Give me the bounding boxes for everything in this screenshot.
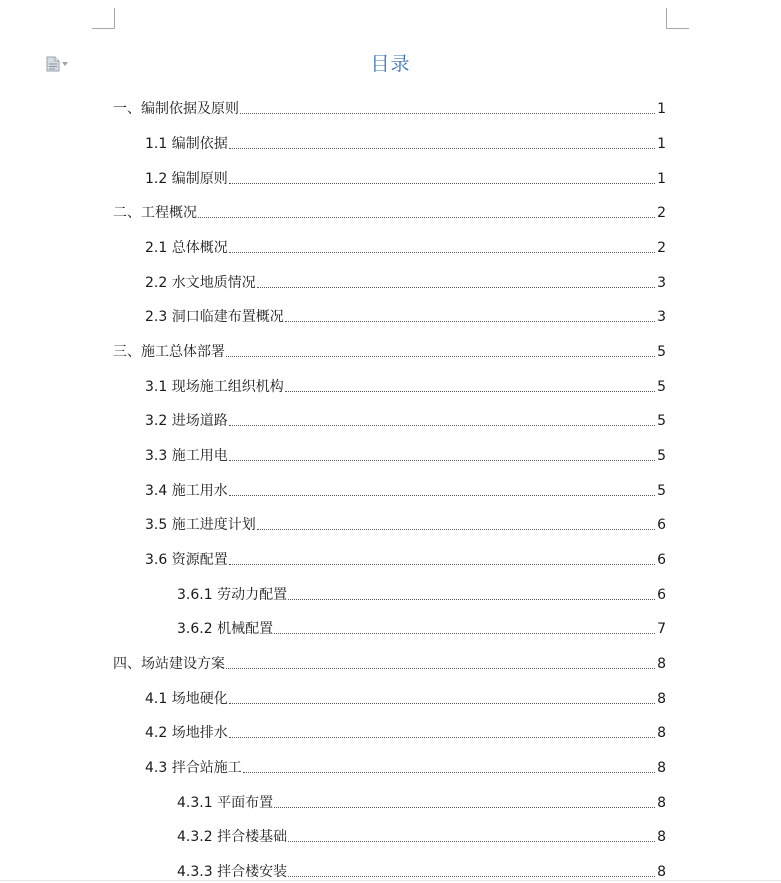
toc-dot-leader xyxy=(229,182,655,184)
toc-entry-label: 四、场站建设方案 xyxy=(113,656,225,672)
toc-entry-page-number: 8 xyxy=(657,656,666,672)
toc-dot-leader xyxy=(288,598,655,600)
toc-dot-leader xyxy=(229,147,655,149)
toc-entry[interactable] xyxy=(145,168,666,188)
crop-mark-top-right xyxy=(666,8,689,29)
toc-entry-page-number: 8 xyxy=(657,829,666,845)
toc-entry[interactable] xyxy=(145,757,666,777)
toc-entry-label: 4.3.1 平面布置 xyxy=(177,795,274,811)
toc-entry-label: 4.3 拌合站施工 xyxy=(145,760,242,776)
toc-dot-leader xyxy=(229,702,655,704)
toc-entry-page-number: 8 xyxy=(657,725,666,741)
toc-entry[interactable] xyxy=(113,202,666,222)
toc-entry-page-number: 2 xyxy=(657,205,666,221)
toc-entry-label: 3.2 进场道路 xyxy=(145,413,228,429)
toc-dot-leader xyxy=(229,424,655,426)
toc-entry-page-number: 8 xyxy=(657,864,666,880)
toc-dot-leader xyxy=(288,840,655,842)
toc-entry-label: 2.3 洞口临建布置概况 xyxy=(145,309,284,325)
toc-entry-page-number: 6 xyxy=(657,587,666,603)
toc-dot-leader xyxy=(229,459,655,461)
toc-dot-leader xyxy=(288,875,655,877)
toc-entry[interactable] xyxy=(177,618,666,638)
toc-dot-leader xyxy=(285,320,655,322)
toc-dot-leader xyxy=(198,216,655,218)
toc-entry[interactable] xyxy=(145,306,666,326)
toc-entry[interactable] xyxy=(177,826,666,846)
toc-dot-leader xyxy=(243,771,655,773)
toc-entry-page-number: 1 xyxy=(657,101,666,117)
toc-entry[interactable] xyxy=(145,722,666,742)
toc-entry[interactable] xyxy=(145,480,666,500)
toc-entry-page-number: 8 xyxy=(657,760,666,776)
toc-entry-label: 3.4 施工用水 xyxy=(145,483,228,499)
toc-entry-page-number: 6 xyxy=(657,552,666,568)
toc-entry[interactable] xyxy=(145,549,666,569)
toc-entry-label: 3.3 施工用电 xyxy=(145,448,228,464)
toc-entry-label: 4.2 场地排水 xyxy=(145,725,228,741)
toc-dot-leader xyxy=(274,632,655,634)
toc-title: 目录 xyxy=(370,53,411,75)
toc-entry-label: 3.6 资源配置 xyxy=(145,552,228,568)
toc-entry-label: 4.3.3 拌合楼安装 xyxy=(177,864,288,880)
toc-entry[interactable] xyxy=(113,341,666,361)
toc-entry[interactable] xyxy=(177,584,666,604)
toc-dot-leader xyxy=(229,736,655,738)
toc-entry-page-number: 5 xyxy=(657,483,666,499)
toc-entry-label: 4.3.2 拌合楼基础 xyxy=(177,829,288,845)
toc-entry[interactable] xyxy=(145,133,666,153)
toc-entry[interactable] xyxy=(145,237,666,257)
toc-entry[interactable] xyxy=(113,98,666,118)
toc-dot-leader xyxy=(226,355,655,357)
toc-entry[interactable] xyxy=(113,653,666,673)
toc-entry-label: 3.1 现场施工组织机构 xyxy=(145,379,284,395)
toc-dot-leader xyxy=(274,806,655,808)
toc-entry-page-number: 5 xyxy=(657,379,666,395)
toc-entry-page-number: 1 xyxy=(657,171,666,187)
toc-entry-label: 2.1 总体概况 xyxy=(145,240,228,256)
toc-entry-page-number: 8 xyxy=(657,795,666,811)
toc-entry-label: 二、工程概况 xyxy=(113,205,197,221)
toc-entry-page-number: 5 xyxy=(657,448,666,464)
toc-entry-label: 1.1 编制依据 xyxy=(145,136,228,152)
toc-entry[interactable] xyxy=(145,445,666,465)
toc-dot-leader xyxy=(285,390,655,392)
toc-dot-leader xyxy=(229,251,655,253)
toc-entry-page-number: 6 xyxy=(657,517,666,533)
toc-entry-label: 3.6.1 劳动力配置 xyxy=(177,587,288,603)
toc-entry-page-number: 8 xyxy=(657,691,666,707)
toc-dot-leader xyxy=(226,667,655,669)
toc-entry[interactable] xyxy=(177,792,666,812)
toc-entry[interactable] xyxy=(145,514,666,534)
toc-entry[interactable] xyxy=(177,861,666,881)
toc-entry-label: 4.1 场地硬化 xyxy=(145,691,228,707)
toc-entry-label: 3.5 施工进度计划 xyxy=(145,517,256,533)
toc-entry-page-number: 3 xyxy=(657,309,666,325)
toc-entry-page-number: 5 xyxy=(657,344,666,360)
toc-entry-page-number: 1 xyxy=(657,136,666,152)
toc-entry-label: 2.2 水文地质情况 xyxy=(145,275,256,291)
toc-dot-leader xyxy=(229,494,655,496)
toc-entry[interactable] xyxy=(145,272,666,292)
toc-dot-leader xyxy=(240,112,655,114)
toc-entry-page-number: 5 xyxy=(657,413,666,429)
toc-entry[interactable] xyxy=(145,376,666,396)
toc-entry-page-number: 7 xyxy=(657,621,666,637)
toc-dot-leader xyxy=(257,528,655,530)
toc-dot-leader xyxy=(229,563,655,565)
toc-entry[interactable] xyxy=(145,688,666,708)
toc-entry-label: 三、施工总体部署 xyxy=(113,344,225,360)
toc-entry-page-number: 2 xyxy=(657,240,666,256)
crop-mark-top-left xyxy=(92,8,115,29)
toc-entry-label: 1.2 编制原则 xyxy=(145,171,228,187)
page-bottom-divider xyxy=(0,880,781,881)
toc-entry[interactable] xyxy=(145,410,666,430)
toc-dot-leader xyxy=(257,286,655,288)
toc-entry-page-number: 3 xyxy=(657,275,666,291)
toc-entry-label: 一、编制依据及原则 xyxy=(113,101,239,117)
toc-entry-label: 3.6.2 机械配置 xyxy=(177,621,274,637)
